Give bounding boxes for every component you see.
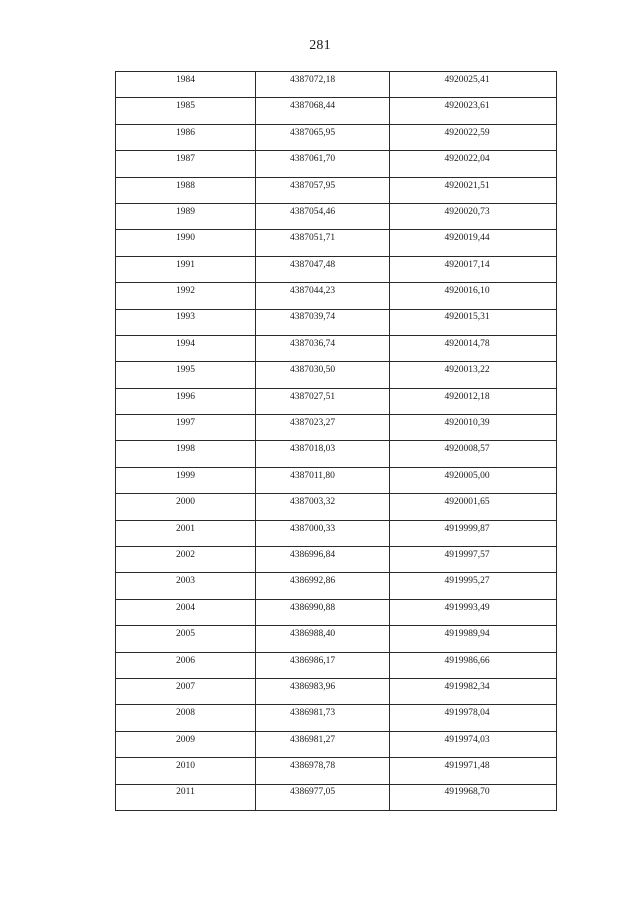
year-cell bbox=[116, 177, 256, 203]
y-coordinate-cell bbox=[390, 177, 557, 203]
x-coordinate-cell-text: 4386981,73 bbox=[289, 708, 336, 719]
year-cell bbox=[116, 784, 256, 810]
y-coordinate-cell-text: 4919971,48 bbox=[444, 761, 490, 772]
year-cell bbox=[116, 256, 256, 282]
year-cell-text: 1995 bbox=[176, 365, 195, 376]
table-row bbox=[116, 520, 557, 546]
year-cell-text: 2007 bbox=[176, 681, 195, 692]
table-row bbox=[116, 98, 557, 124]
x-coordinate-cell bbox=[256, 626, 390, 652]
y-coordinate-cell bbox=[390, 124, 557, 150]
year-cell bbox=[116, 626, 256, 652]
x-coordinate-cell-text: 4387044,23 bbox=[289, 286, 336, 297]
year-cell bbox=[116, 309, 256, 335]
year-cell bbox=[116, 731, 256, 757]
y-coordinate-cell-text: 4920022,59 bbox=[444, 127, 490, 138]
table-row bbox=[116, 388, 557, 414]
table-row bbox=[116, 230, 557, 256]
year-cell bbox=[116, 283, 256, 309]
x-coordinate-cell bbox=[256, 98, 390, 124]
x-coordinate-cell bbox=[256, 309, 390, 335]
year-cell bbox=[116, 72, 256, 98]
y-coordinate-cell bbox=[390, 335, 557, 361]
x-coordinate-cell bbox=[256, 72, 390, 98]
year-cell-text: 2009 bbox=[176, 734, 195, 745]
year-cell-text: 2006 bbox=[176, 655, 195, 666]
x-coordinate-cell-text: 4387030,50 bbox=[289, 365, 336, 376]
x-coordinate-cell-text: 4386988,40 bbox=[289, 629, 336, 640]
y-coordinate-cell bbox=[390, 494, 557, 520]
x-coordinate-cell bbox=[256, 124, 390, 150]
x-coordinate-cell bbox=[256, 467, 390, 493]
y-coordinate-cell-text: 4919986,66 bbox=[444, 655, 490, 666]
y-coordinate-cell bbox=[390, 652, 557, 678]
year-cell-text: 2003 bbox=[176, 576, 195, 587]
year-cell bbox=[116, 758, 256, 784]
year-cell bbox=[116, 678, 256, 704]
x-coordinate-cell bbox=[256, 573, 390, 599]
x-coordinate-cell-text: 4387051,71 bbox=[289, 233, 336, 244]
x-coordinate-cell-text: 4387054,46 bbox=[289, 206, 336, 217]
y-coordinate-cell bbox=[390, 758, 557, 784]
year-cell bbox=[116, 230, 256, 256]
x-coordinate-cell-text: 4386981,27 bbox=[289, 734, 336, 745]
y-coordinate-cell bbox=[390, 283, 557, 309]
y-coordinate-cell bbox=[390, 573, 557, 599]
x-coordinate-cell-text: 4387018,03 bbox=[289, 444, 336, 455]
year-cell bbox=[116, 520, 256, 546]
x-coordinate-cell-text: 4386986,17 bbox=[289, 655, 336, 666]
x-coordinate-cell bbox=[256, 520, 390, 546]
y-coordinate-cell-text: 4920019,44 bbox=[444, 233, 490, 244]
table-row bbox=[116, 494, 557, 520]
y-coordinate-cell bbox=[390, 203, 557, 229]
y-coordinate-cell bbox=[390, 72, 557, 98]
y-coordinate-cell-text: 4919974,03 bbox=[444, 734, 490, 745]
x-coordinate-cell-text: 4387061,70 bbox=[289, 154, 336, 165]
x-coordinate-cell-text: 4386996,84 bbox=[289, 549, 336, 560]
y-coordinate-cell bbox=[390, 520, 557, 546]
year-cell-text: 1986 bbox=[176, 127, 195, 138]
x-coordinate-cell-text: 4387011,80 bbox=[290, 470, 335, 481]
y-coordinate-cell-text: 4919999,87 bbox=[444, 523, 490, 534]
year-cell bbox=[116, 124, 256, 150]
table-row bbox=[116, 652, 557, 678]
y-coordinate-cell-text: 4919997,57 bbox=[444, 549, 490, 560]
x-coordinate-cell-text: 4387047,48 bbox=[289, 259, 336, 270]
x-coordinate-cell bbox=[256, 151, 390, 177]
x-coordinate-cell-text: 4387000,33 bbox=[289, 523, 336, 534]
x-coordinate-cell bbox=[256, 230, 390, 256]
y-coordinate-cell-text: 4920012,18 bbox=[444, 391, 490, 402]
y-coordinate-cell-text: 4919978,04 bbox=[444, 708, 490, 719]
x-coordinate-cell bbox=[256, 256, 390, 282]
x-coordinate-cell-text: 4386992,86 bbox=[289, 576, 336, 587]
year-cell bbox=[116, 547, 256, 573]
table-row bbox=[116, 784, 557, 810]
y-coordinate-cell bbox=[390, 98, 557, 124]
y-coordinate-cell bbox=[390, 626, 557, 652]
year-cell-text: 1997 bbox=[176, 418, 195, 429]
table-row bbox=[116, 678, 557, 704]
table-row bbox=[116, 283, 557, 309]
y-coordinate-cell bbox=[390, 362, 557, 388]
table-row bbox=[116, 362, 557, 388]
x-coordinate-cell bbox=[256, 784, 390, 810]
year-cell-text: 1987 bbox=[176, 154, 195, 165]
y-coordinate-cell-text: 4919982,34 bbox=[444, 681, 490, 692]
year-cell-text: 1991 bbox=[176, 259, 195, 270]
year-cell-text: 2008 bbox=[176, 708, 195, 719]
year-cell-text: 1999 bbox=[176, 470, 195, 481]
year-cell bbox=[116, 388, 256, 414]
table-row bbox=[116, 151, 557, 177]
year-cell-text: 1994 bbox=[176, 338, 195, 349]
table-row bbox=[116, 415, 557, 441]
y-coordinate-cell bbox=[390, 230, 557, 256]
x-coordinate-cell bbox=[256, 731, 390, 757]
y-coordinate-cell-text: 4920015,31 bbox=[444, 312, 490, 323]
y-coordinate-cell-text: 4920017,14 bbox=[444, 259, 490, 270]
x-coordinate-cell-text: 4386990,88 bbox=[289, 602, 336, 613]
y-coordinate-cell bbox=[390, 415, 557, 441]
year-cell-text: 2004 bbox=[176, 602, 195, 613]
year-cell-text: 1988 bbox=[176, 180, 195, 191]
table-row bbox=[116, 731, 557, 757]
x-coordinate-cell-text: 4386983,96 bbox=[289, 681, 336, 692]
x-coordinate-cell bbox=[256, 678, 390, 704]
y-coordinate-cell-text: 4920008,57 bbox=[444, 444, 490, 455]
y-coordinate-cell bbox=[390, 784, 557, 810]
year-cell bbox=[116, 362, 256, 388]
x-coordinate-cell-text: 4386978,78 bbox=[289, 761, 336, 772]
table-row bbox=[116, 309, 557, 335]
y-coordinate-cell-text: 4920014,78 bbox=[444, 338, 490, 349]
year-cell-text: 2000 bbox=[176, 497, 195, 508]
y-coordinate-cell-text: 4919968,70 bbox=[444, 787, 490, 798]
table-row bbox=[116, 335, 557, 361]
y-coordinate-cell bbox=[390, 678, 557, 704]
y-coordinate-cell bbox=[390, 309, 557, 335]
year-cell-text: 2001 bbox=[176, 523, 195, 534]
table-row bbox=[116, 599, 557, 625]
y-coordinate-cell bbox=[390, 705, 557, 731]
y-coordinate-cell bbox=[390, 467, 557, 493]
y-coordinate-cell bbox=[390, 731, 557, 757]
x-coordinate-cell bbox=[256, 362, 390, 388]
y-coordinate-cell-text: 4920005,00 bbox=[444, 470, 490, 481]
x-coordinate-cell bbox=[256, 415, 390, 441]
year-cell bbox=[116, 441, 256, 467]
x-coordinate-cell-text: 4387057,95 bbox=[289, 180, 336, 191]
x-coordinate-cell bbox=[256, 494, 390, 520]
x-coordinate-cell-text: 4387065,95 bbox=[289, 127, 336, 138]
y-coordinate-cell-text: 4919989,94 bbox=[444, 629, 490, 640]
x-coordinate-cell-text: 4387036,74 bbox=[289, 338, 336, 349]
table-row bbox=[116, 758, 557, 784]
x-coordinate-cell bbox=[256, 388, 390, 414]
y-coordinate-cell-text: 4920023,61 bbox=[444, 101, 490, 112]
y-coordinate-cell bbox=[390, 151, 557, 177]
x-coordinate-cell bbox=[256, 441, 390, 467]
x-coordinate-cell bbox=[256, 758, 390, 784]
y-coordinate-cell-text: 4920001,65 bbox=[444, 497, 490, 508]
year-cell-text: 1993 bbox=[176, 312, 195, 323]
x-coordinate-cell bbox=[256, 335, 390, 361]
y-coordinate-cell-text: 4920016,10 bbox=[444, 286, 490, 297]
table-row bbox=[116, 573, 557, 599]
year-cell bbox=[116, 494, 256, 520]
table-row bbox=[116, 72, 557, 98]
year-cell-text: 1984 bbox=[176, 74, 195, 85]
y-coordinate-cell bbox=[390, 388, 557, 414]
table-row bbox=[116, 547, 557, 573]
page-number: 281 bbox=[309, 38, 331, 53]
y-coordinate-cell bbox=[390, 547, 557, 573]
coordinate-table bbox=[115, 71, 557, 811]
year-cell bbox=[116, 705, 256, 731]
year-cell bbox=[116, 98, 256, 124]
x-coordinate-cell-text: 4387003,32 bbox=[289, 497, 336, 508]
year-cell bbox=[116, 467, 256, 493]
year-cell bbox=[116, 652, 256, 678]
year-cell-text: 1998 bbox=[176, 444, 195, 455]
x-coordinate-cell bbox=[256, 283, 390, 309]
table-row bbox=[116, 441, 557, 467]
y-coordinate-cell bbox=[390, 441, 557, 467]
year-cell-text: 1992 bbox=[176, 286, 195, 297]
y-coordinate-cell-text: 4920022,04 bbox=[444, 154, 490, 165]
year-cell-text: 2011 bbox=[176, 787, 195, 798]
year-cell-text: 2002 bbox=[176, 549, 195, 560]
year-cell bbox=[116, 151, 256, 177]
table-row bbox=[116, 203, 557, 229]
x-coordinate-cell bbox=[256, 652, 390, 678]
x-coordinate-cell-text: 4387027,51 bbox=[289, 391, 336, 402]
table-body bbox=[116, 72, 557, 811]
x-coordinate-cell bbox=[256, 599, 390, 625]
x-coordinate-cell-text: 4387072,18 bbox=[289, 74, 336, 85]
x-coordinate-cell bbox=[256, 177, 390, 203]
y-coordinate-cell bbox=[390, 599, 557, 625]
y-coordinate-cell-text: 4920013,22 bbox=[444, 365, 490, 376]
y-coordinate-cell-text: 4920010,39 bbox=[444, 418, 490, 429]
x-coordinate-cell-text: 4386977,05 bbox=[289, 787, 336, 798]
year-cell-text: 2010 bbox=[176, 761, 195, 772]
year-cell bbox=[116, 573, 256, 599]
y-coordinate-cell-text: 4919993,49 bbox=[444, 602, 490, 613]
y-coordinate-cell-text: 4920025,41 bbox=[444, 74, 490, 85]
y-coordinate-cell-text: 4919995,27 bbox=[444, 576, 490, 587]
y-coordinate-cell bbox=[390, 256, 557, 282]
table-row bbox=[116, 467, 557, 493]
x-coordinate-cell bbox=[256, 547, 390, 573]
year-cell-text: 1985 bbox=[176, 101, 195, 112]
year-cell bbox=[116, 203, 256, 229]
y-coordinate-cell-text: 4920021,51 bbox=[444, 180, 490, 191]
year-cell-text: 1990 bbox=[176, 233, 195, 244]
x-coordinate-cell bbox=[256, 203, 390, 229]
table-row bbox=[116, 124, 557, 150]
x-coordinate-cell-text: 4387023,27 bbox=[289, 418, 336, 429]
year-cell bbox=[116, 599, 256, 625]
year-cell-text: 1989 bbox=[176, 206, 195, 217]
table-row bbox=[116, 177, 557, 203]
year-cell-text: 2005 bbox=[176, 629, 195, 640]
x-coordinate-cell-text: 4387039,74 bbox=[289, 312, 336, 323]
x-coordinate-cell-text: 4387068,44 bbox=[289, 101, 336, 112]
x-coordinate-cell bbox=[256, 705, 390, 731]
y-coordinate-cell-text: 4920020,73 bbox=[444, 206, 490, 217]
table-row bbox=[116, 256, 557, 282]
year-cell-text: 1996 bbox=[176, 391, 195, 402]
year-cell bbox=[116, 335, 256, 361]
table-row bbox=[116, 705, 557, 731]
table-row bbox=[116, 626, 557, 652]
year-cell bbox=[116, 415, 256, 441]
